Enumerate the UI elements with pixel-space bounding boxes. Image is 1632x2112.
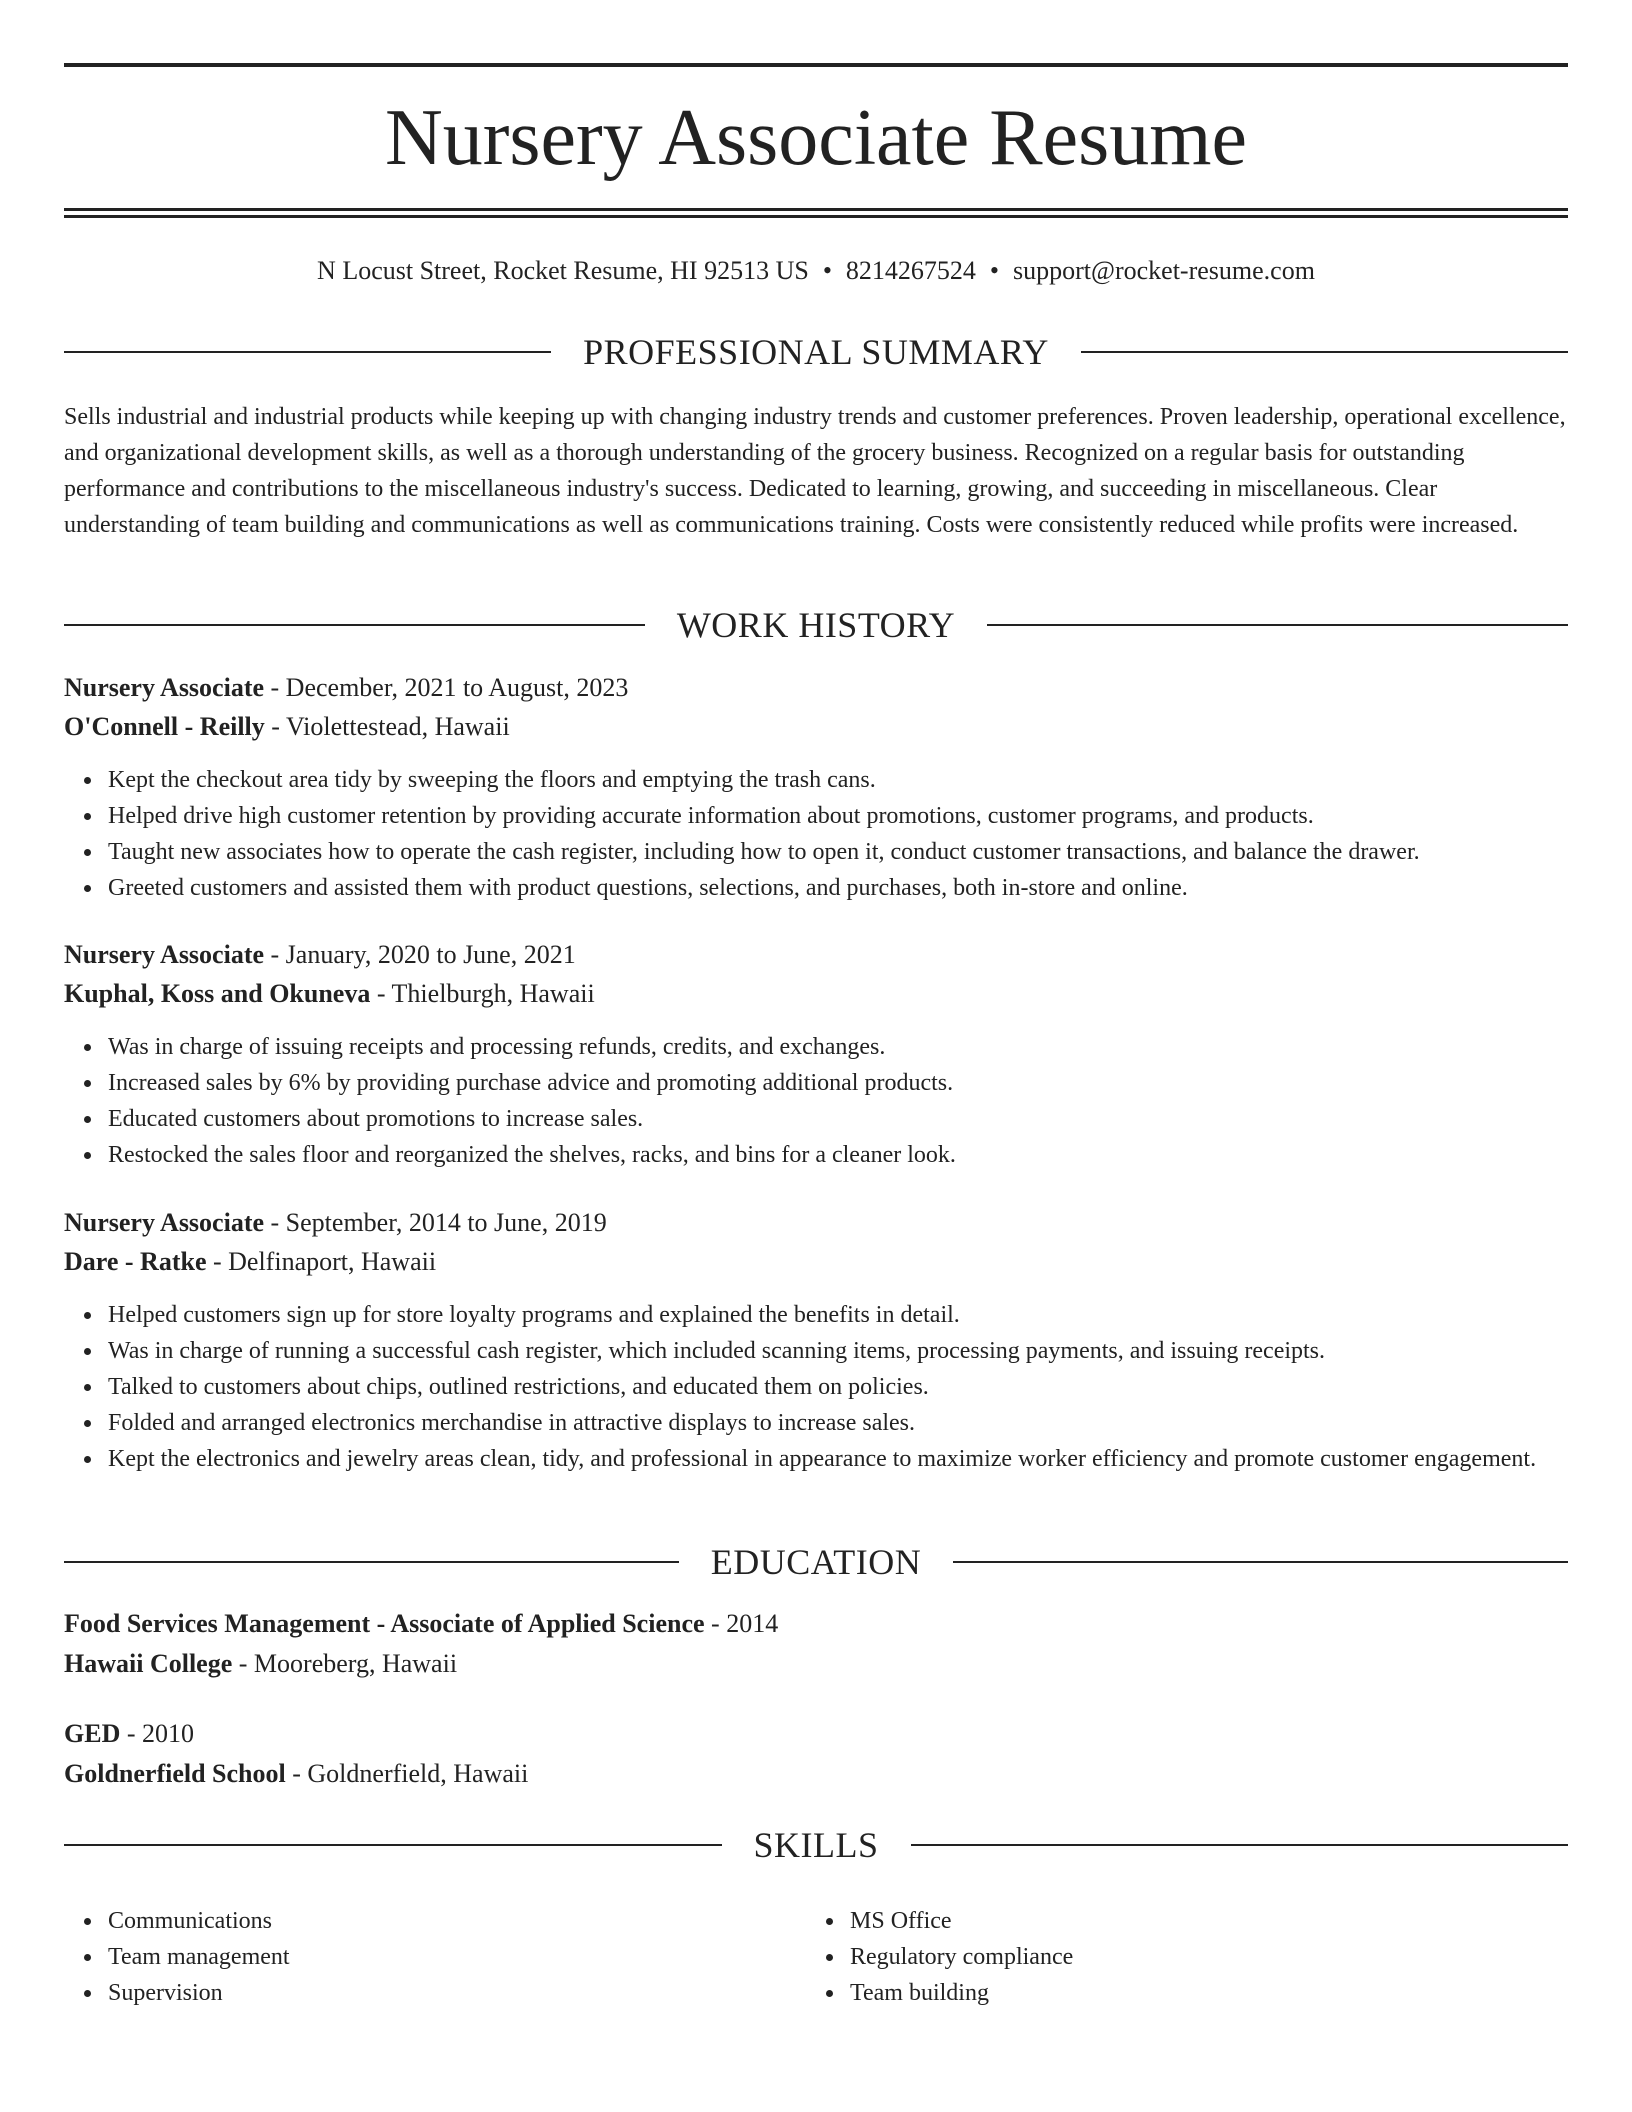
heading-rule: [911, 1844, 1569, 1846]
contact-separator: •: [822, 256, 832, 285]
list-item: Educated customers about promotions to increase sales.: [108, 1101, 1612, 1137]
education-location: - Goldnerfield, Hawaii: [285, 1759, 529, 1788]
top-rule: [64, 63, 1568, 67]
list-item: Team building: [850, 1975, 1550, 2011]
job-company: O'Connell - Reilly: [64, 712, 265, 741]
list-item: Was in charge of running a successful cash register, which included scanning items, processing payments, and issuing receipts.: [108, 1333, 1548, 1369]
job-title: Nursery Associate: [64, 1208, 265, 1237]
section-heading-skills: [64, 1823, 1568, 1867]
job-bullets: [64, 1297, 1548, 1477]
education-location: - Mooreberg, Hawaii: [232, 1649, 458, 1678]
list-item: Helped drive high customer retention by providing accurate information about promotions, customer programs, and products.: [108, 798, 1612, 834]
list-item: Kept the electronics and jewelry areas clean, tidy, and professional in appearance to maximize worker efficiency and promote customer engagement.: [108, 1441, 1548, 1477]
job-title: Nursery Associate: [64, 940, 265, 969]
job-company-line: [64, 710, 1568, 744]
contact-phone: 8214267524: [845, 256, 976, 285]
education-degree-line: [64, 1717, 1568, 1751]
education-degree: GED: [64, 1719, 121, 1748]
job-bullets: [64, 1029, 1612, 1173]
heading-rule: [64, 624, 645, 626]
list-item: Restocked the sales floor and reorganized the shelves, racks, and bins for a cleaner look.: [108, 1137, 1612, 1173]
education-school-line: [64, 1757, 1568, 1791]
heading-rule: [64, 351, 551, 353]
job-location: - Delfinaport, Hawaii: [206, 1247, 437, 1276]
list-item: Folded and arranged electronics merchandise in attractive displays to increase sales.: [108, 1405, 1548, 1441]
job-location: - Violettestead, Hawaii: [264, 712, 510, 741]
education-year: - 2014: [704, 1609, 779, 1638]
job-company-line: [64, 977, 1568, 1011]
education-school: Hawaii College: [64, 1649, 233, 1678]
job-dates: - December, 2021 to August, 2023: [264, 673, 629, 702]
section-title: SKILLS: [753, 1825, 879, 1865]
summary-text: Sells industrial and industrial products while keeping up with changing industry trends and customer preferences. Proven leadership, operational excellence, and organizational development skills, as well as a thorough understanding of the grocery business. Recognized on a regular basis for outstanding performance and contributions to the miscellaneous industry's success. Dedicated to learning, growing, and succeeding in miscellaneous. Clear understanding of team building and communications as well as communications training. Costs were consistently reduced while profits were increased.: [64, 404, 1566, 538]
list-item: MS Office: [850, 1903, 1550, 1939]
education-school: Goldnerfield School: [64, 1759, 286, 1788]
education-school-line: [64, 1647, 1568, 1681]
heading-rule: [953, 1561, 1568, 1563]
contact-email: support@rocket-resume.com: [1013, 256, 1315, 285]
job-title-line: [64, 671, 1568, 705]
education-degree-line: [64, 1607, 1568, 1641]
section-title: PROFESSIONAL SUMMARY: [583, 332, 1049, 372]
job-title-line: [64, 938, 1568, 972]
skills-list-left: [64, 1903, 808, 2011]
job-company: Kuphal, Koss and Okuneva: [64, 979, 371, 1008]
list-item: Kept the checkout area tidy by sweeping the floors and emptying the trash cans.: [108, 762, 1612, 798]
job-dates: - September, 2014 to June, 2019: [264, 1208, 607, 1237]
list-item: Greeted customers and assisted them with product questions, selections, and purchases, both in-store and online.: [108, 870, 1612, 906]
job-company: Dare - Ratke: [64, 1247, 207, 1276]
skills-list-right: [806, 1903, 1550, 2011]
resume-title: Nursery Associate Resume: [384, 94, 1248, 182]
section-heading-education: [64, 1540, 1568, 1584]
contact-separator: •: [989, 256, 1000, 285]
job-title-line: [64, 1206, 1568, 1240]
list-item: Supervision: [108, 1975, 808, 2011]
contact-line: [64, 254, 1568, 288]
list-item: Communications: [108, 1903, 808, 1939]
title-rule-upper: [64, 208, 1568, 211]
job-bullets: [64, 762, 1612, 906]
job-location: - Thielburgh, Hawaii: [370, 979, 595, 1008]
heading-rule: [1081, 351, 1568, 353]
title-rule-lower: [64, 215, 1568, 218]
contact-address: N Locust Street, Rocket Resume, HI 92513 US: [317, 256, 809, 285]
education-degree: Food Services Management - Associate of Applied Science: [64, 1609, 705, 1638]
list-item: Team management: [108, 1939, 808, 1975]
list-item: Taught new associates how to operate the cash register, including how to open it, conduct customer transactions, and balance the drawer.: [108, 834, 1612, 870]
list-item: Was in charge of issuing receipts and processing refunds, credits, and exchanges.: [108, 1029, 1612, 1065]
list-item: Regulatory compliance: [850, 1939, 1550, 1975]
list-item: Talked to customers about chips, outlined restrictions, and educated them on policies.: [108, 1369, 1548, 1405]
list-item: Helped customers sign up for store loyalty programs and explained the benefits in detail.: [108, 1297, 1548, 1333]
section-title: WORK HISTORY: [676, 605, 956, 645]
heading-rule: [64, 1844, 722, 1846]
section-heading-work: [64, 603, 1568, 647]
job-title: Nursery Associate: [64, 673, 265, 702]
heading-rule: [987, 624, 1568, 626]
list-item: Increased sales by 6% by providing purchase advice and promoting additional products.: [108, 1065, 1612, 1101]
section-title: EDUCATION: [710, 1542, 922, 1582]
section-heading-summary: [64, 330, 1568, 374]
job-dates: - January, 2020 to June, 2021: [264, 940, 576, 969]
job-company-line: [64, 1245, 1568, 1279]
education-year: - 2010: [120, 1719, 195, 1748]
heading-rule: [64, 1561, 679, 1563]
